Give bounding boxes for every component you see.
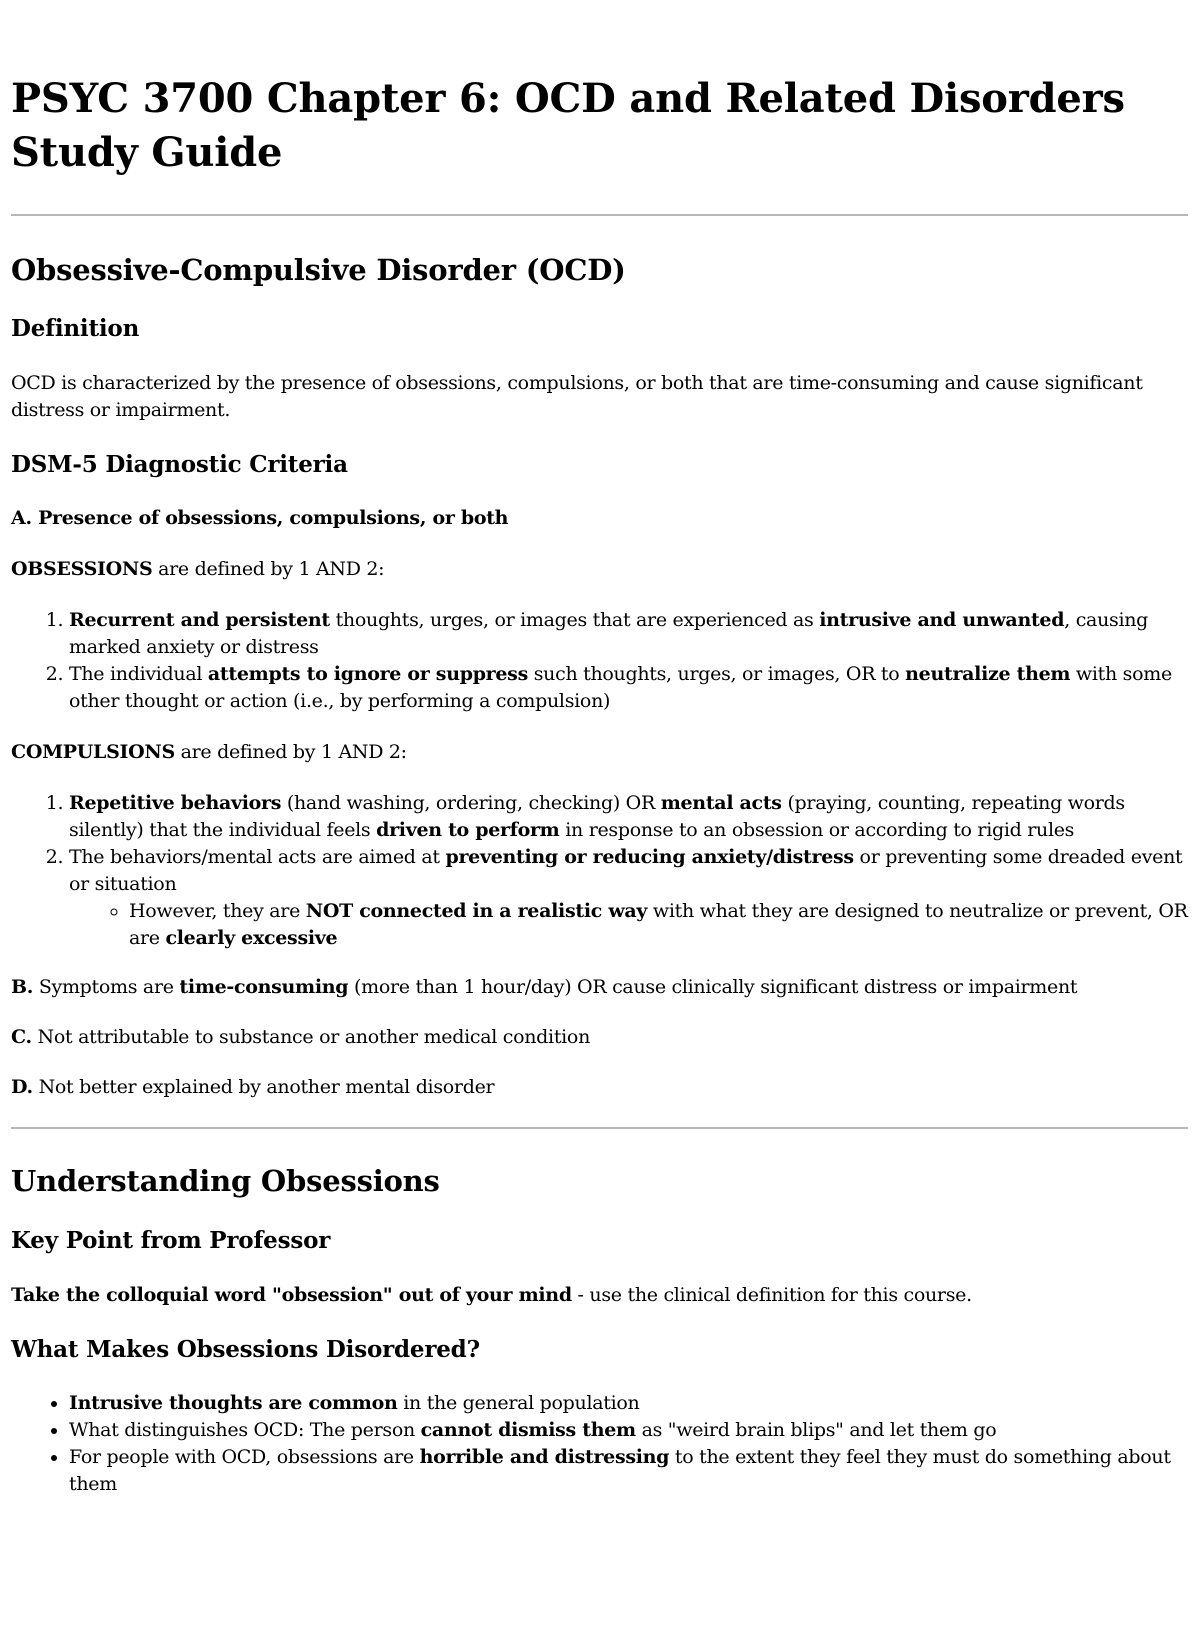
key-point-text: Take the colloquial word "obsession" out of your mind - use the clinical definition for this course. — [11, 1284, 972, 1306]
dsm-heading: DSM-5 Diagnostic Criteria — [11, 451, 348, 478]
obsessions-list — [11, 607, 1188, 715]
compulsions-lead: COMPULSIONS are defined by 1 AND 2: — [11, 741, 407, 763]
definition-heading: Definition — [11, 315, 140, 342]
list-item: • Intrusive thoughts are common in the general population — [69, 1390, 1188, 1417]
list-item: 2. The individual attempts to ignore or suppress such thoughts, urges, or images, OR to neutralize them with some other thought or action (i.e., by performing a compulsion) — [69, 661, 1188, 715]
list-item: • What distinguishes OCD: The person cannot dismiss them as "weird brain blips" and let them go — [69, 1417, 1188, 1444]
obsessions-lead: OBSESSIONS are defined by 1 AND 2: — [11, 558, 385, 580]
divider — [11, 214, 1188, 216]
list-item: 1. Repetitive behaviors (hand washing, ordering, checking) OR mental acts (praying, counting, repeating words silently) that the individual feels driven to perform in response to an obsession or according to rigid rules — [69, 790, 1188, 844]
compulsions-list — [11, 790, 1188, 952]
criterion-c: C. Not attributable to substance or another medical condition — [11, 1026, 591, 1048]
criterion-a: A. Presence of obsessions, compulsions, or both — [11, 507, 509, 529]
disordered-heading: What Makes Obsessions Disordered? — [11, 1336, 480, 1363]
definition-text: OCD is characterized by the presence of obsessions, compulsions, or both that are time-consuming and cause significant distress or impairment. — [11, 372, 1143, 421]
section-heading-obsessions: Understanding Obsessions — [11, 1164, 440, 1198]
section-heading-ocd: Obsessive-Compulsive Disorder (OCD) — [11, 253, 626, 287]
criterion-d: D. Not better explained by another mental disorder — [11, 1076, 495, 1098]
list-item: 2. The behaviors/mental acts are aimed at preventing or reducing anxiety/distress or preventing some dreaded event or situation ◦ However, they are NOT connected in a realistic way with what they are designed to neutralize or prevent, OR are clearly excessive — [69, 844, 1188, 952]
list-item: ◦ However, they are NOT connected in a realistic way with what they are designed to neutralize or prevent, OR are clearly excessive — [129, 898, 1188, 952]
list-item: 1. Recurrent and persistent thoughts, urges, or images that are experienced as intrusive and unwanted, causing marked anxiety or distress — [69, 607, 1188, 661]
divider — [11, 1127, 1188, 1129]
document-page — [0, 72, 1200, 1498]
list-item: • For people with OCD, obsessions are horrible and distressing to the extent they feel they must do something about them — [69, 1444, 1188, 1498]
disordered-list — [11, 1390, 1188, 1498]
criterion-b: B. Symptoms are time-consuming (more than 1 hour/day) OR cause clinically significant distress or impairment — [11, 976, 1078, 998]
page-title: PSYC 3700 Chapter 6: OCD and Related Disorders Study Guide — [11, 75, 1125, 176]
key-point-heading: Key Point from Professor — [11, 1227, 331, 1254]
compulsions-sublist — [69, 898, 1188, 952]
